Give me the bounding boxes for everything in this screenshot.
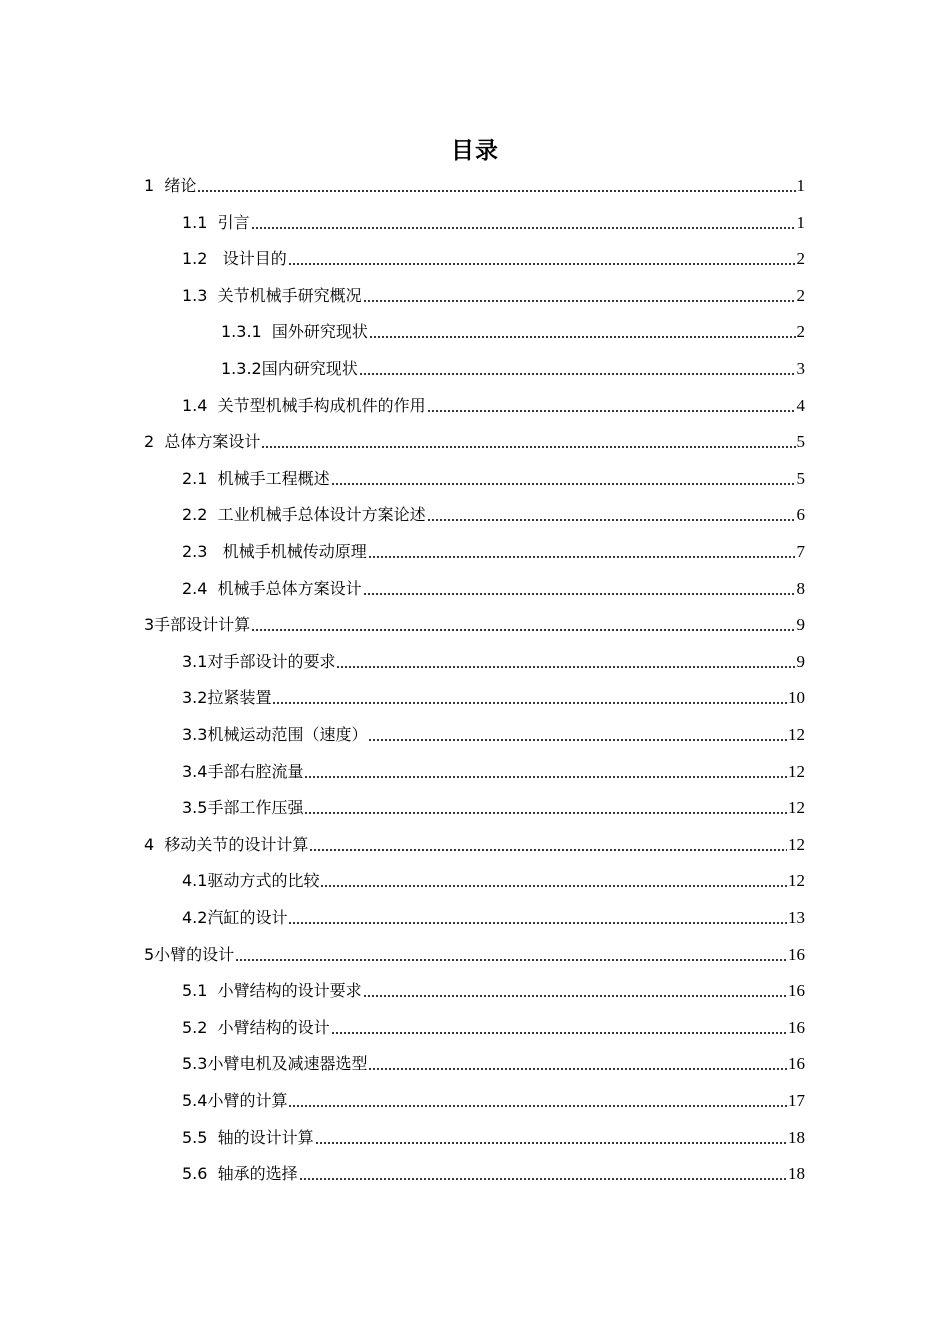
dot-leader: [369, 334, 796, 340]
toc-entry[interactable]: [182, 571, 805, 607]
dot-leader: [363, 993, 787, 999]
toc-entry-label: 5.4小臂的计算: [182, 1091, 288, 1110]
toc-entry-page-number: 12: [788, 871, 805, 891]
toc-entry-page-number: 12: [788, 761, 805, 781]
dot-leader: [363, 591, 796, 597]
toc-entry-label: 1.3.1 国外研究现状: [221, 322, 368, 342]
toc-entry-label: 1.4 关节型机械手构成机件的作用: [182, 395, 426, 415]
toc-entry-page-number: 1: [796, 212, 805, 232]
toc-entry[interactable]: [182, 205, 805, 241]
dot-leader: [368, 554, 796, 560]
toc-entry-label: 3.4手部右腔流量: [182, 761, 304, 781]
toc-entry[interactable]: [182, 278, 805, 314]
toc-entry[interactable]: [182, 680, 805, 716]
dot-leader: [363, 298, 796, 304]
dot-leader: [304, 810, 787, 816]
toc-entry-page-number: 9: [796, 651, 805, 671]
toc-entry-page-number: 1: [796, 176, 805, 195]
toc-entry-page-number: 4: [796, 395, 805, 415]
toc-entry[interactable]: [182, 790, 805, 826]
dot-leader: [427, 517, 796, 523]
toc-entry-page-number: 3: [796, 359, 805, 378]
toc-entry-page-number: 2: [796, 285, 805, 305]
toc-entry-page-number: 16: [788, 1017, 805, 1037]
dot-leader: [251, 627, 795, 633]
toc-entry-page-number: 5: [796, 468, 805, 488]
toc-entry[interactable]: [144, 168, 805, 204]
toc-entry-page-number: 7: [796, 542, 805, 561]
dot-leader: [251, 225, 796, 231]
toc-entry-label: 5.2 小臂结构的设计: [182, 1017, 330, 1037]
toc-entry[interactable]: [182, 497, 805, 533]
toc-entry[interactable]: [182, 388, 805, 424]
toc-entry-page-number: 16: [788, 981, 805, 1001]
toc-entry-label: 3.2拉紧装置: [182, 688, 272, 708]
toc-entry-page-number: 12: [788, 834, 805, 854]
toc-entry[interactable]: [182, 900, 805, 936]
toc-entry[interactable]: [182, 973, 805, 1009]
dot-leader: [288, 1103, 787, 1109]
toc-entry-page-number: 16: [788, 1054, 805, 1074]
dot-leader: [288, 261, 796, 267]
toc-entry-label: 4.2汽缸的设计: [182, 908, 288, 927]
toc-entry-label: 2.4 机械手总体方案设计: [182, 578, 362, 598]
dot-leader: [235, 957, 787, 963]
toc-entry[interactable]: [182, 754, 805, 790]
toc-entry-label: 2.1 机械手工程概述: [182, 468, 330, 488]
toc-entry-label: 2.3 机械手机械传动原理: [182, 542, 367, 561]
toc-entry[interactable]: [182, 644, 805, 680]
toc-entry[interactable]: [182, 241, 805, 277]
toc-entry-label: 4 移动关节的设计计算: [144, 834, 309, 854]
toc-entry-page-number: 10: [788, 688, 805, 708]
dot-leader: [272, 700, 787, 706]
toc-entry-label: 2 总体方案设计: [144, 432, 261, 452]
toc-entry[interactable]: [182, 863, 805, 899]
toc-entry-label: 5.3小臂电机及减速器选型: [182, 1054, 368, 1074]
toc-entry-label: 1 绪论: [144, 176, 197, 195]
toc-entry-page-number: 2: [796, 249, 805, 269]
toc-entry[interactable]: [182, 1156, 805, 1192]
toc-entry-page-number: 18: [788, 1164, 805, 1184]
toc-entry[interactable]: [182, 717, 805, 753]
dot-leader: [320, 883, 787, 889]
dot-leader: [315, 1140, 787, 1146]
dot-leader: [309, 847, 787, 853]
toc-entry-label: 1.3.2国内研究现状: [221, 359, 358, 378]
toc-entry[interactable]: [221, 314, 805, 350]
dot-leader: [368, 737, 787, 743]
toc-entry-page-number: 12: [788, 798, 805, 818]
dot-leader: [288, 920, 787, 926]
toc-entry-page-number: 2: [796, 322, 805, 342]
toc-entry[interactable]: [144, 424, 805, 460]
toc-entry-label: 5.1 小臂结构的设计要求: [182, 981, 362, 1001]
dot-leader: [197, 188, 795, 194]
toc-entry-label: 4.1驱动方式的比较: [182, 871, 320, 891]
page-title: 目录: [451, 138, 499, 164]
dot-leader: [368, 1066, 787, 1072]
toc-entry-label: 5.6 轴承的选择: [182, 1164, 298, 1184]
toc-entry[interactable]: [182, 534, 805, 570]
toc-entry-label: 3手部设计计算: [144, 615, 251, 635]
dot-leader: [261, 444, 795, 450]
toc-entry-label: 2.2 工业机械手总体设计方案论述: [182, 505, 426, 525]
toc-entry-label: 3.1对手部设计的要求: [182, 651, 336, 671]
toc-entry-page-number: 16: [788, 944, 805, 964]
dot-leader: [359, 371, 796, 377]
toc-entry-label: 5.5 轴的设计计算: [182, 1127, 314, 1147]
toc-entry-label: 5小臂的设计: [144, 944, 235, 964]
toc-entry-label: 1.2 设计目的: [182, 249, 287, 269]
dot-leader: [331, 481, 796, 487]
toc-entry[interactable]: [144, 827, 805, 863]
dot-leader: [331, 1030, 787, 1036]
toc-entry-label: 3.5手部工作压强: [182, 798, 304, 818]
toc-entry-label: 1.1 引言: [182, 212, 250, 232]
toc-entry-page-number: 12: [788, 725, 805, 744]
toc-entry-label: 1.3 关节机械手研究概况: [182, 285, 362, 305]
toc-entry-page-number: 13: [788, 908, 805, 927]
toc-entry[interactable]: [182, 1046, 805, 1082]
toc-entry-page-number: 8: [796, 578, 805, 598]
toc-entry[interactable]: [182, 461, 805, 497]
toc-entry-page-number: 18: [788, 1127, 805, 1147]
dot-leader: [304, 774, 787, 780]
toc-entry-label: 3.3机械运动范围（速度）: [182, 725, 368, 744]
dot-leader: [336, 664, 795, 670]
toc-entry[interactable]: [182, 1010, 805, 1046]
toc-entry[interactable]: [144, 937, 805, 973]
toc-entry[interactable]: [182, 1083, 805, 1119]
toc-entry-page-number: 5: [796, 432, 805, 452]
toc-entry[interactable]: [221, 351, 805, 387]
toc-entry-page-number: 6: [796, 505, 805, 525]
dot-leader: [299, 1176, 787, 1182]
toc-entry[interactable]: [182, 1120, 805, 1156]
toc-entry-page-number: 9: [796, 615, 805, 635]
toc-entry[interactable]: [144, 607, 805, 643]
dot-leader: [427, 408, 796, 414]
toc-entry-page-number: 17: [788, 1091, 805, 1110]
